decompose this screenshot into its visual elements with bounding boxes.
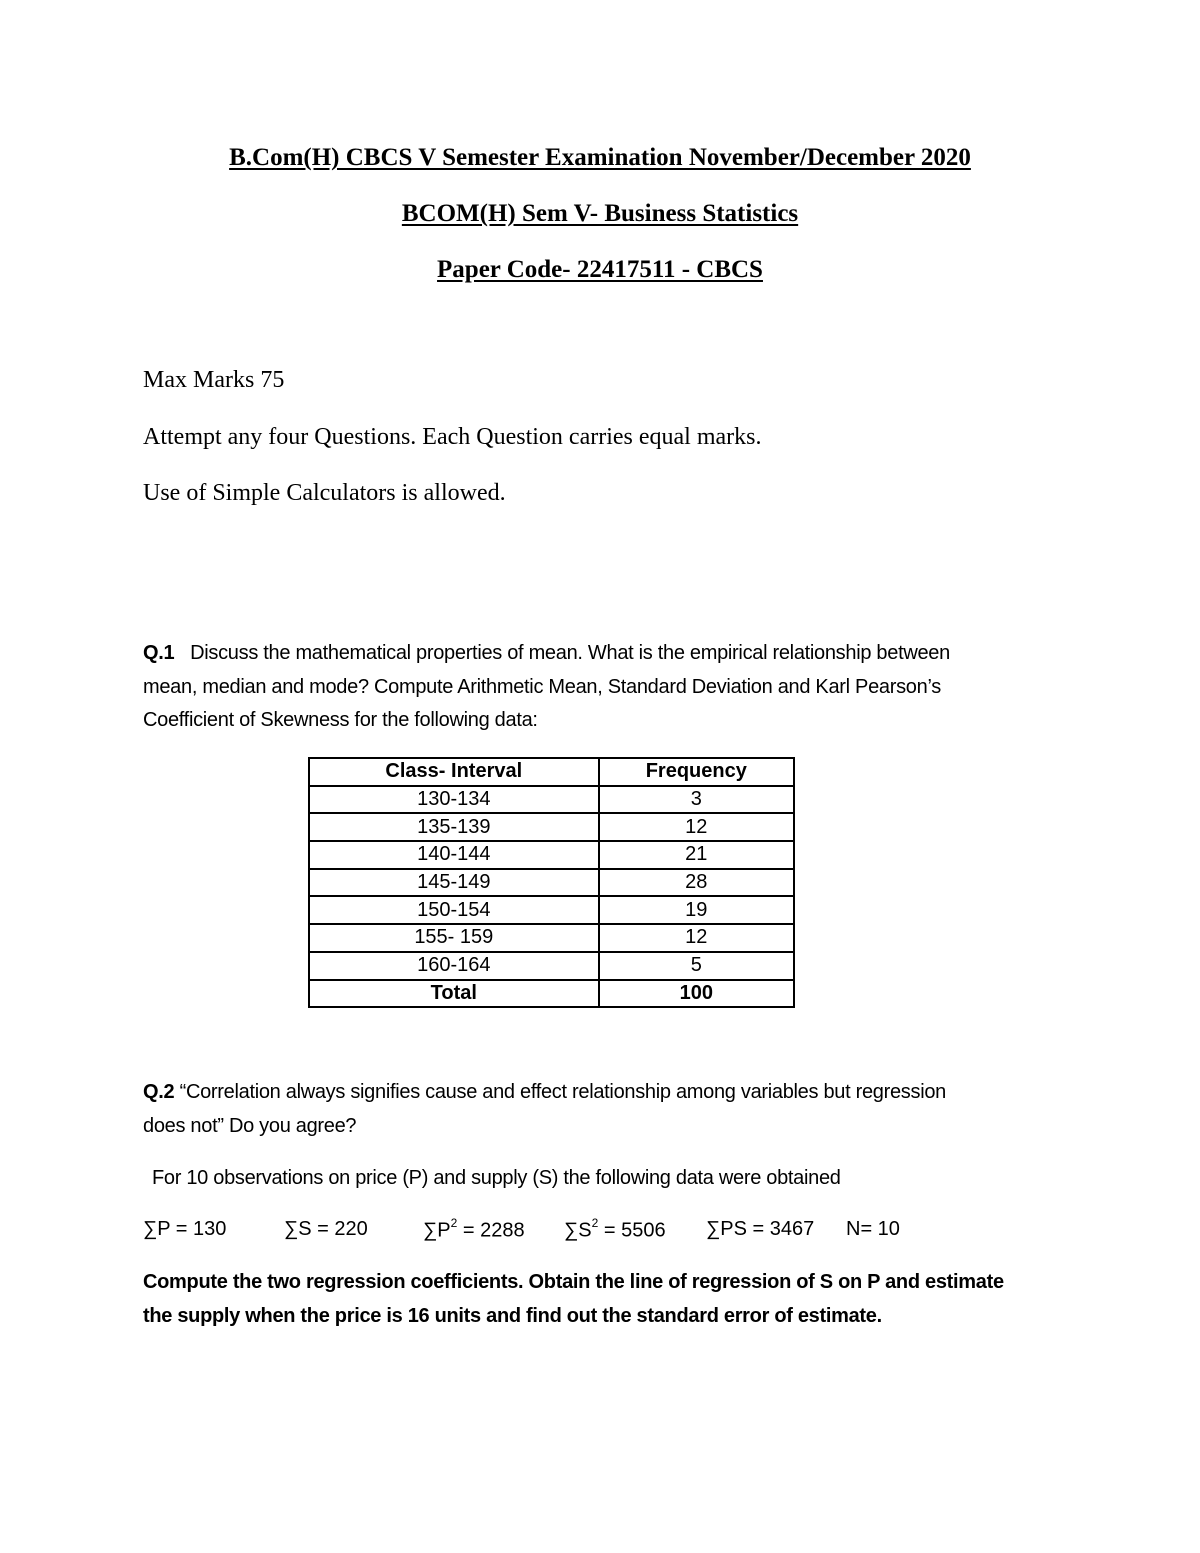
sum-p-squared-value: = 2288 bbox=[457, 1219, 525, 1242]
max-marks: Max Marks 75 bbox=[143, 367, 285, 393]
exam-title: B.Com(H) CBCS V Semester Examination November/December 2020 bbox=[229, 144, 971, 171]
class-interval-cell: 135-139 bbox=[309, 813, 599, 841]
attempt-instruction: Attempt any four Questions. Each Question carries equal marks. bbox=[143, 424, 762, 450]
q2-label: Q.2 bbox=[143, 1081, 175, 1103]
n-observations: N= 10 bbox=[846, 1218, 900, 1240]
q2-line2: does not” Do you agree? bbox=[143, 1115, 357, 1137]
table-row bbox=[309, 896, 794, 924]
class-interval-cell: 140-144 bbox=[309, 841, 599, 869]
sum-s-squared-exponent: 2 bbox=[591, 1216, 599, 1230]
calculator-instruction: Use of Simple Calculators is allowed. bbox=[143, 480, 506, 506]
q2-line4: Compute the two regression coefficients. Obtain the line of regression of S on P and estimate bbox=[143, 1271, 1004, 1293]
q2-line5: the supply when the price is 16 units and find out the standard error of estimate. bbox=[143, 1305, 882, 1327]
sum-p-squared bbox=[423, 1218, 525, 1243]
frequency-cell: 21 bbox=[599, 841, 794, 869]
table-row bbox=[309, 869, 794, 897]
total-label: Total bbox=[309, 980, 599, 1008]
sum-s: ∑S = 220 bbox=[284, 1218, 368, 1240]
table-row bbox=[309, 841, 794, 869]
class-interval-cell: 155- 159 bbox=[309, 924, 599, 952]
frequency-table bbox=[308, 757, 795, 1008]
frequency-cell: 12 bbox=[599, 924, 794, 952]
course-title: BCOM(H) Sem V- Business Statistics bbox=[401, 200, 799, 227]
class-interval-cell: 160-164 bbox=[309, 952, 599, 980]
frequency-cell: 5 bbox=[599, 952, 794, 980]
sum-p-squared-base: ∑P bbox=[423, 1219, 451, 1242]
q1-label: Q.1 bbox=[143, 642, 175, 664]
sum-s-squared-base: ∑S bbox=[564, 1219, 592, 1242]
q2-line3: For 10 observations on price (P) and supply (S) the following data were obtained bbox=[152, 1167, 841, 1189]
class-interval-cell: 130-134 bbox=[309, 786, 599, 814]
class-interval-cell: 145-149 bbox=[309, 869, 599, 897]
frequency-cell: 12 bbox=[599, 813, 794, 841]
table-total-row bbox=[309, 980, 794, 1008]
total-value: 100 bbox=[599, 980, 794, 1008]
table-row bbox=[309, 952, 794, 980]
q1-line3: Coefficient of Skewness for the following data: bbox=[143, 709, 538, 731]
table-row bbox=[309, 924, 794, 952]
paper-code: Paper Code- 22417511 - CBCS bbox=[437, 256, 763, 283]
frequency-cell: 28 bbox=[599, 869, 794, 897]
column-header-class-interval: Class- Interval bbox=[309, 758, 599, 786]
frequency-cell: 3 bbox=[599, 786, 794, 814]
table-row bbox=[309, 813, 794, 841]
q2-text-1: “Correlation always signifies cause and effect relationship among variables but regression bbox=[179, 1081, 946, 1103]
sum-ps: ∑PS = 3467 bbox=[706, 1218, 815, 1240]
q1-line2: mean, median and mode? Compute Arithmetic Mean, Standard Deviation and Karl Pearson’s bbox=[143, 676, 941, 698]
class-interval-cell: 150-154 bbox=[309, 896, 599, 924]
q1-text-1: Discuss the mathematical properties of mean. What is the empirical relationship between bbox=[190, 642, 950, 664]
table-header-row bbox=[309, 758, 794, 786]
table-row bbox=[309, 786, 794, 814]
sum-p: ∑P = 130 bbox=[143, 1218, 227, 1240]
column-header-frequency: Frequency bbox=[599, 758, 794, 786]
q2-line1 bbox=[143, 1081, 946, 1104]
sum-s-squared bbox=[564, 1218, 666, 1243]
q1-line1 bbox=[143, 642, 950, 665]
sum-p-squared-exponent: 2 bbox=[450, 1216, 458, 1230]
sum-s-squared-value: = 5506 bbox=[598, 1219, 666, 1242]
frequency-cell: 19 bbox=[599, 896, 794, 924]
